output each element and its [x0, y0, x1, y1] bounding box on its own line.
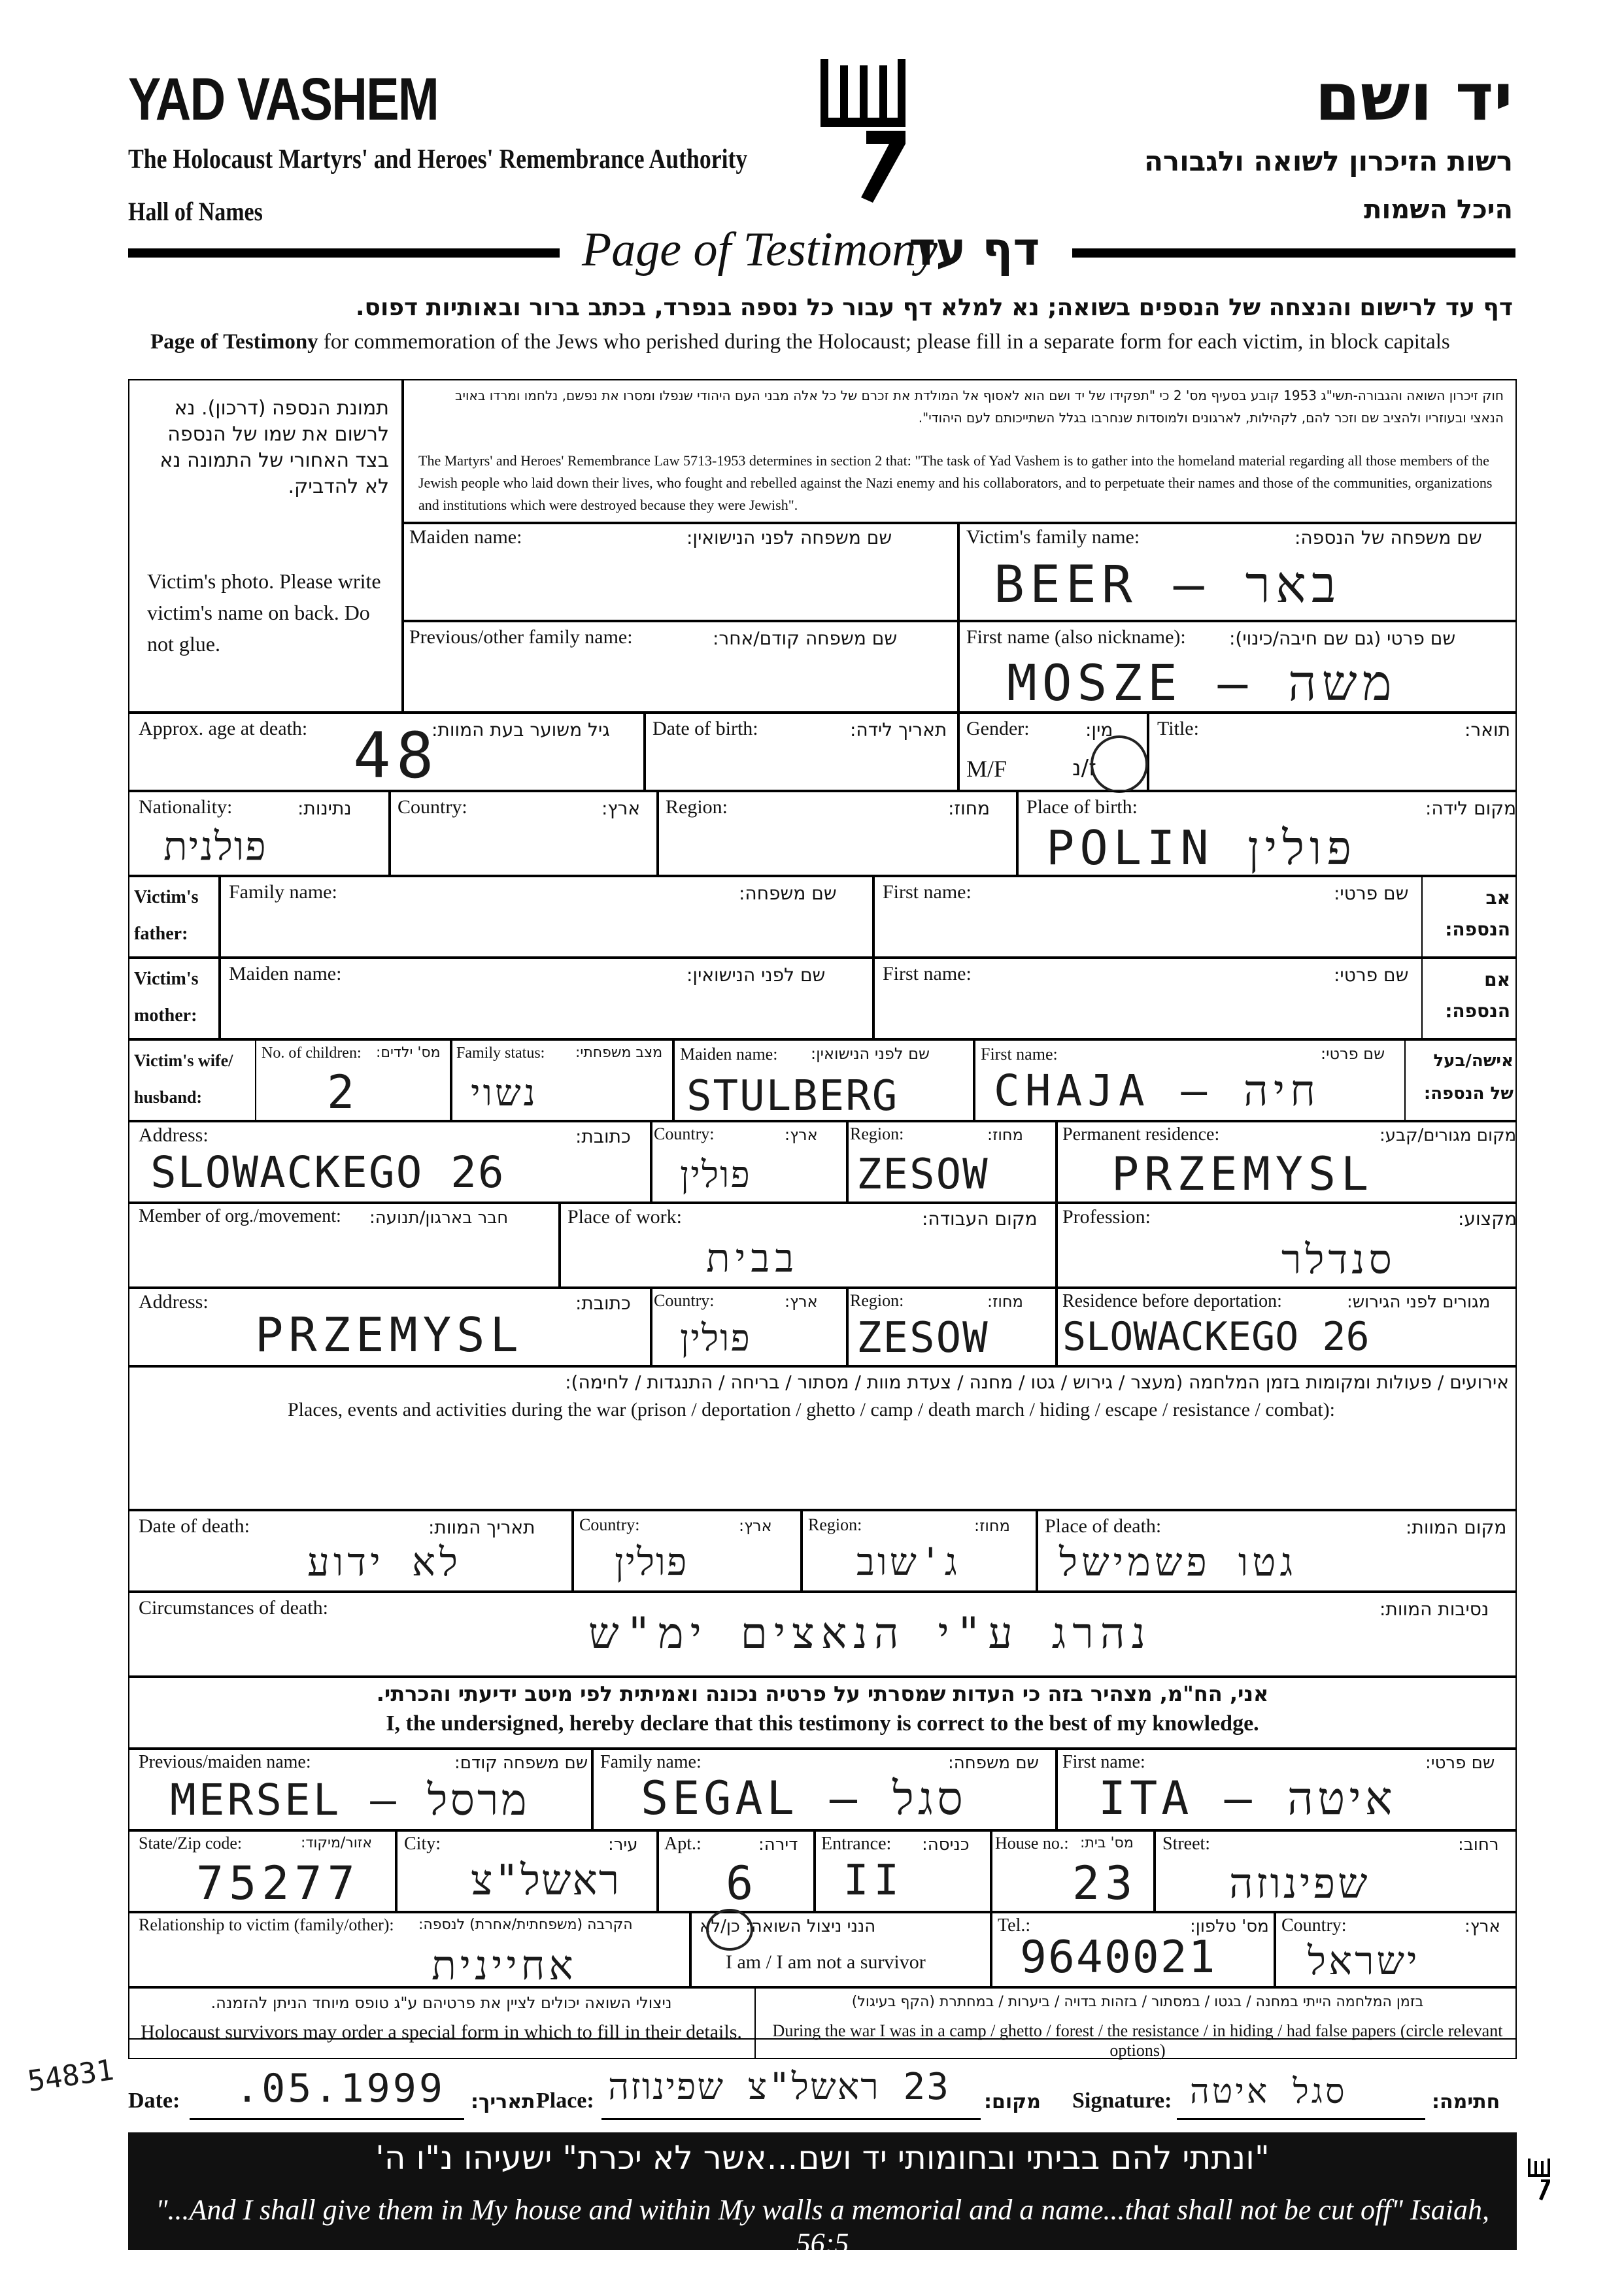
submitter-family-label-he: שם משפחה: — [948, 1753, 1039, 1773]
survivor-label-en: I am / I am not a survivor — [726, 1951, 926, 1973]
spouse-first-label-he: שם פרטי: — [1321, 1045, 1385, 1063]
title-label-en: Title: — [1157, 718, 1199, 739]
address2-country-value: פולין — [680, 1317, 751, 1360]
place-label-en: Place: — [536, 2089, 594, 2113]
law-text-en: The Martyrs' and Heroes' Remembrance Law 5713-1953 determines in section 2 that: "The task of Yad Vashem is to gather into the homeland material regarding all those members of the Jewish people who laid down their lives, who fought and rebelled against the Nazi enemy and his collaborators, and to perpetuate their names and those of the communities, organizations and institutions which were destroyed because they were Jewish". — [418, 452, 1493, 513]
member-label-en: Member of org./movement: — [139, 1206, 341, 1226]
work-place-label-he: מקום העבודה: — [922, 1208, 1038, 1230]
profession-label-en: Profession: — [1062, 1206, 1151, 1228]
mother-maiden-label-he: שם לפני הנישואין: — [686, 964, 826, 986]
family-status-label-en: Family status: — [456, 1045, 545, 1062]
photo-instructions-en: Victim's photo. Please write victim's name on back. Do not glue. — [147, 569, 381, 656]
intro-en — [150, 330, 1450, 354]
age-label-en: Approx. age at death: — [139, 718, 308, 739]
country-label-he: ארץ: — [1464, 1917, 1500, 1936]
circumstances-label-en: Circumstances of death: — [139, 1597, 328, 1619]
submitter-first-label-he: שם פרטי: — [1425, 1753, 1495, 1773]
submitter-first-label-en: First name: — [1062, 1752, 1145, 1772]
footer-quote-en: "...And I shall give them in My house and within My walls a memorial and a name...that shall not be cut off" Isaiah, 56:5 — [156, 2194, 1489, 2259]
authority-en: The Holocaust Martyrs' and Heroes' Remembrance Authority — [128, 144, 748, 175]
address2-label-en: Address: — [139, 1291, 209, 1313]
dob-label-he: תאריך לידה: — [850, 719, 947, 741]
page-title-en: Page of Testimony — [582, 223, 938, 277]
submitter-first-value: ITA — איטה — [1098, 1772, 1396, 1825]
survivor-label-he: הנני ניצול השואה: כן/לא — [700, 1917, 876, 1936]
address2-region-label-en: Region: — [850, 1291, 904, 1310]
gender-circle — [1091, 735, 1148, 793]
margin-note: 54831 — [25, 2053, 116, 2098]
signature-label-en: Signature: — [1072, 2089, 1172, 2113]
children-value: 2 — [327, 1066, 360, 1119]
address1-country-label-en: Country: — [654, 1124, 715, 1143]
title-rule-right — [1072, 248, 1515, 258]
entrance-value: II — [843, 1857, 905, 1905]
death-place-value: גטו פשמישל — [1059, 1539, 1297, 1585]
place-line — [601, 2118, 981, 2120]
permanent-residence-value: PRZEMYSL — [1111, 1147, 1374, 1201]
relationship-label-en: Relationship to victim (family/other): — [139, 1915, 394, 1934]
work-place-label-en: Place of work: — [567, 1206, 682, 1228]
declaration-he: אני, הח"מ, מצהיר בזה כי העדות שמסרתי על פרטיה נכונה ואמיתית לפי מיטב ידיעתי והכרתי. — [376, 1681, 1269, 1706]
spouse-maiden-label-en: Maiden name: — [680, 1045, 778, 1064]
work-place-value: בבית — [706, 1235, 800, 1281]
date-line — [190, 2118, 464, 2120]
spouse-label-en: Victim's wife/ husband: — [134, 1051, 233, 1107]
permanent-residence-label-he: מקום מגורים/קבע: — [1379, 1126, 1517, 1145]
city-label-he: עיר: — [608, 1835, 638, 1855]
birth-place-label-he: מקום לידה: — [1425, 798, 1517, 819]
permanent-residence-label-en: Permanent residence: — [1062, 1124, 1220, 1145]
entrance-label-he: כניסה: — [922, 1835, 970, 1855]
first-name-label-he: שם פרטי (גם שם חיבה/כינוי): — [1229, 628, 1456, 649]
age-label-he: גיל משוער בעת המוות: — [431, 719, 610, 741]
apt-label-en: Apt.: — [664, 1834, 702, 1854]
title-label-he: תואר: — [1464, 719, 1510, 741]
father-label-he: אב הנספה: — [1445, 887, 1510, 940]
house-value: 23 — [1072, 1857, 1138, 1910]
entrance-label-en: Entrance: — [821, 1834, 892, 1854]
death-date-value: לא ידוע — [307, 1539, 462, 1585]
family-name-label-en: Victim's family name: — [966, 526, 1140, 548]
submitter-family-value: SEGAL — סגל — [641, 1772, 967, 1825]
residence-before-value: SLOWACKEGO 26 — [1062, 1314, 1370, 1360]
war-events-label-he: אירועים / פעולות ומקומות בזמן המלחמה (מעצר / גירוש / גטו / מחנה / צעדת מוות / מסתור / בריחה / התנגדות / לחימה): — [565, 1371, 1509, 1393]
birth-country-label-en: Country: — [398, 796, 467, 818]
family-name-value: BEER — באר — [994, 556, 1342, 614]
authority-he: רשות הזיכרון לשואה ולגבורה — [1144, 145, 1513, 177]
city-label-en: City: — [404, 1834, 441, 1854]
date-label-en: Date: — [128, 2089, 180, 2113]
gender-label-en: Gender: — [966, 718, 1030, 739]
street-label-en: Street: — [1162, 1834, 1211, 1854]
address1-region-label-en: Region: — [850, 1124, 904, 1143]
law-text-he: חוק זיכרון השואה והגבורה-תשי"ג 1953 קובע בסעיף מס' 2 כי "תפקידו של יד ושם הוא לאסוף אל המולדת את זכרם של כל אלה מבני העם היהודי שנפלו ומסרו את נפשם, נלחמו ומרדו באויב הנאצי ובעוזריו ולהציב שם וזכר להם, לקהילות, לארגונים ולמוסדות שנחרבו בגלל השתייכותם לעם היהודי". — [454, 388, 1504, 426]
dob-label-en: Date of birth: — [652, 718, 758, 739]
father-family-label-en: Family name: — [229, 881, 337, 903]
war-status-note-en: During the war I was in a camp / ghetto / forest / the resistance / in hiding / had false papers (circle relevant options) — [772, 2021, 1503, 2060]
street-value: שפינוזה — [1229, 1860, 1370, 1908]
zip-label-he: אזור/מיקוד: — [301, 1835, 373, 1851]
declaration-en: I, the undersigned, hereby declare that this testimony is correct to the best of my knowledge. — [386, 1711, 1259, 1736]
circumstances-label-he: נסיבות המוות: — [1379, 1598, 1489, 1620]
address2-region-label-he: מחוז: — [987, 1292, 1023, 1311]
submitter-prev-value: MERSEL — מרסל — [170, 1775, 530, 1825]
country-value: ישראל — [1308, 1938, 1420, 1984]
death-region-label-en: Region: — [808, 1515, 862, 1534]
war-status-note-he: בזמן המלחמה הייתי במחנה / בגטו / במסתור / בזהות בדויה / ביערות / במחתרת (הקף בעיגול) — [851, 1994, 1424, 2010]
address1-value: SLOWACKEGO 26 — [150, 1147, 505, 1198]
mother-label-en: Victim's mother: — [134, 969, 199, 1026]
war-events-label-en: Places, events and activities during the war (prison / deportation / ghetto / camp / death march / hiding / escape / resistance / combat): — [288, 1399, 1336, 1420]
submitter-prev-label-en: Previous/maiden name: — [139, 1752, 311, 1772]
gender-options-he: ז/נ — [1072, 755, 1096, 781]
submitter-prev-label-he: שם משפחה קודם: — [454, 1753, 588, 1773]
intro-en-bold: Page of Testimony — [150, 330, 318, 354]
spouse-first-value: CHAJA — חיה — [994, 1066, 1321, 1116]
signature-value: סגל איטה — [1190, 2072, 1347, 2111]
death-place-label-he: מקום המוות: — [1406, 1517, 1507, 1538]
country-label-en: Country: — [1281, 1915, 1347, 1936]
birth-place-label-en: Place of birth: — [1026, 796, 1138, 818]
address1-label-en: Address: — [139, 1124, 209, 1146]
address2-country-label-en: Country: — [654, 1291, 715, 1310]
city-value: ראשל"צ — [471, 1857, 621, 1905]
father-family-label-he: שם משפחה: — [739, 882, 837, 904]
previous-name-label-he: שם משפחה קודם/אחר: — [713, 628, 898, 649]
birth-region-label-en: Region: — [666, 796, 728, 818]
first-name-label-en: First name (also nickname): — [966, 626, 1186, 648]
title-field[interactable] — [1148, 713, 1517, 791]
family-name-label-he: שם משפחה של הנספה: — [1294, 527, 1482, 548]
gender-label-he: מין: — [1085, 719, 1113, 741]
death-country-label-en: Country: — [579, 1515, 640, 1534]
spouse-label-he: אישה/בעל של הנספה: — [1423, 1051, 1514, 1103]
profession-label-he: מקצוע: — [1458, 1208, 1517, 1230]
death-place-label-en: Place of death: — [1045, 1515, 1162, 1537]
mother-label-he: אם הנספה: — [1445, 969, 1510, 1022]
spouse-maiden-value: STULBERG — [686, 1072, 899, 1120]
family-status-label-he: מצב משפחתי: — [575, 1045, 663, 1061]
address1-label-he: כתובת: — [575, 1126, 631, 1147]
intro-he: דף עד לרישום והנצחה של הנספים בשואה; נא למלא דף עבור כל נספה בנפרד, בכתב ברור ובאותיות דפוס. — [355, 294, 1513, 321]
address1-region-value: ZESOW — [856, 1151, 989, 1199]
house-label-he: מס' בית: — [1080, 1835, 1134, 1851]
place-label-he: מקום: — [984, 2091, 1041, 2113]
death-date-label-en: Date of death: — [139, 1515, 250, 1537]
date-label-he: תאריך: — [471, 2091, 535, 2113]
place-value: 23 ראשל"צ שפינוזה — [608, 2066, 950, 2108]
death-country-label-he: ארץ: — [739, 1517, 772, 1535]
intro-en-text: for commemoration of the Jews who perished during the Holocaust; please fill in a separate form for each victim, in block capitals — [318, 330, 1450, 354]
page-title-he: דף עד — [909, 222, 1040, 276]
address1-country-label-he: ארץ: — [785, 1126, 818, 1144]
residence-before-label-en: Residence before deportation: — [1062, 1291, 1282, 1311]
street-label-he: רחוב: — [1458, 1835, 1499, 1855]
title-rule-left — [128, 248, 560, 258]
address1-country-value: פולין — [680, 1154, 751, 1196]
relationship-label-he: הקרבה (משפחתית/אחרת) לנספה: — [418, 1917, 633, 1933]
father-first-label-en: First name: — [883, 881, 972, 903]
death-region-value: ג'שוב — [856, 1539, 960, 1584]
mother-first-label-en: First name: — [883, 963, 972, 984]
date-value: .05.1999 — [235, 2066, 445, 2111]
death-country-value: פולין — [615, 1539, 688, 1584]
nationality-value: פולנית — [163, 824, 267, 869]
maiden-name-label-en: Maiden name: — [409, 526, 522, 548]
children-label-en: No. of children: — [262, 1045, 362, 1062]
footer-logo — [1527, 2157, 1553, 2203]
birth-region-label-he: מחוז: — [948, 798, 990, 819]
signature-line — [1177, 2118, 1425, 2120]
address1-region-label-he: מחוז: — [987, 1126, 1023, 1144]
age-value: 48 — [353, 719, 439, 792]
children-label-he: מס' ילדים: — [376, 1045, 441, 1061]
address2-value: PRZEMYSL — [255, 1307, 524, 1362]
address2-label-he: כתובת: — [575, 1292, 631, 1314]
apt-value: 6 — [726, 1857, 759, 1910]
circumstances-value: נהרג ע"י הנאצים ימ"ש — [588, 1608, 1153, 1658]
mother-maiden-label-en: Maiden name: — [229, 963, 342, 984]
apt-label-he: דירה: — [758, 1835, 798, 1855]
profession-value: סנדלר — [1281, 1235, 1396, 1283]
family-status-value: נשוי — [471, 1072, 538, 1115]
spouse-first-label-en: First name: — [981, 1045, 1058, 1064]
org-name-en: YAD VASHEM — [128, 66, 439, 133]
org-name-he: יד ושם — [1315, 59, 1513, 135]
house-label-en: House no.: — [995, 1834, 1069, 1853]
first-name-value: MOSZE — משה — [1007, 654, 1397, 712]
address2-region-value: ZESOW — [856, 1314, 989, 1362]
spouse-maiden-label-he: שם לפני הנישואין: — [811, 1045, 930, 1063]
yad-vashem-logo — [814, 52, 912, 216]
photo-instructions-he: תמונת הנספה (דרכון). נא לרשום את שמו של הנספה בצד האחורי של התמונה נא לא להדביק. — [160, 397, 389, 498]
father-label-en: Victim's father: — [134, 887, 199, 944]
previous-name-label-en: Previous/other family name: — [409, 626, 633, 648]
maiden-name-label-he: שם משפחה לפני הנישואין: — [686, 527, 892, 548]
address2-country-label-he: ארץ: — [785, 1292, 818, 1311]
mother-first-label-he: שם פרטי: — [1334, 964, 1409, 986]
survivor-circle — [706, 1909, 753, 1951]
footer-quote-he: "ונתתי להם בביתי ובחומותי יד ושם...אשר לא יכרת" ישעיהו נ"ו ה' — [375, 2139, 1270, 2177]
nationality-label-en: Nationality: — [139, 796, 233, 818]
gender-options-en: M/F — [966, 756, 1007, 782]
tel-value: 9640021 — [1020, 1932, 1217, 1983]
tel-label-en: Tel.: — [998, 1915, 1031, 1936]
death-date-label-he: תאריך המוות: — [428, 1517, 535, 1538]
zip-label-en: State/Zip code: — [139, 1834, 243, 1853]
survivor-note-he: ניצולי השואה יכולים לציין את פרטיהם ע"ג טופס מיוחד הניתן להזמנה. — [211, 1994, 672, 2012]
relationship-value: אחיינית — [431, 1941, 577, 1989]
death-region-label-he: מחוז: — [974, 1517, 1010, 1535]
submitter-family-label-en: Family name: — [600, 1752, 702, 1772]
signature-label-he: חתימה: — [1432, 2091, 1500, 2113]
hall-en: Hall of Names — [128, 197, 263, 226]
birth-country-label-he: ארץ: — [601, 798, 641, 819]
tel-label-he: מס' טלפון: — [1190, 1917, 1269, 1936]
father-first-label-he: שם פרטי: — [1334, 882, 1409, 904]
hall-he: היכל השמות — [1364, 195, 1513, 225]
member-label-he: חבר בארגון/תנועה: — [369, 1208, 509, 1228]
zip-value: 75277 — [196, 1857, 360, 1910]
birth-place-value: POLIN פולין — [1046, 820, 1357, 875]
nationality-label-he: נתינות: — [297, 798, 352, 819]
survivor-note-en: Holocaust survivors may order a special form in which to fill in their details. — [141, 2021, 742, 2043]
residence-before-label-he: מגורים לפני הגירוש: — [1347, 1292, 1491, 1312]
